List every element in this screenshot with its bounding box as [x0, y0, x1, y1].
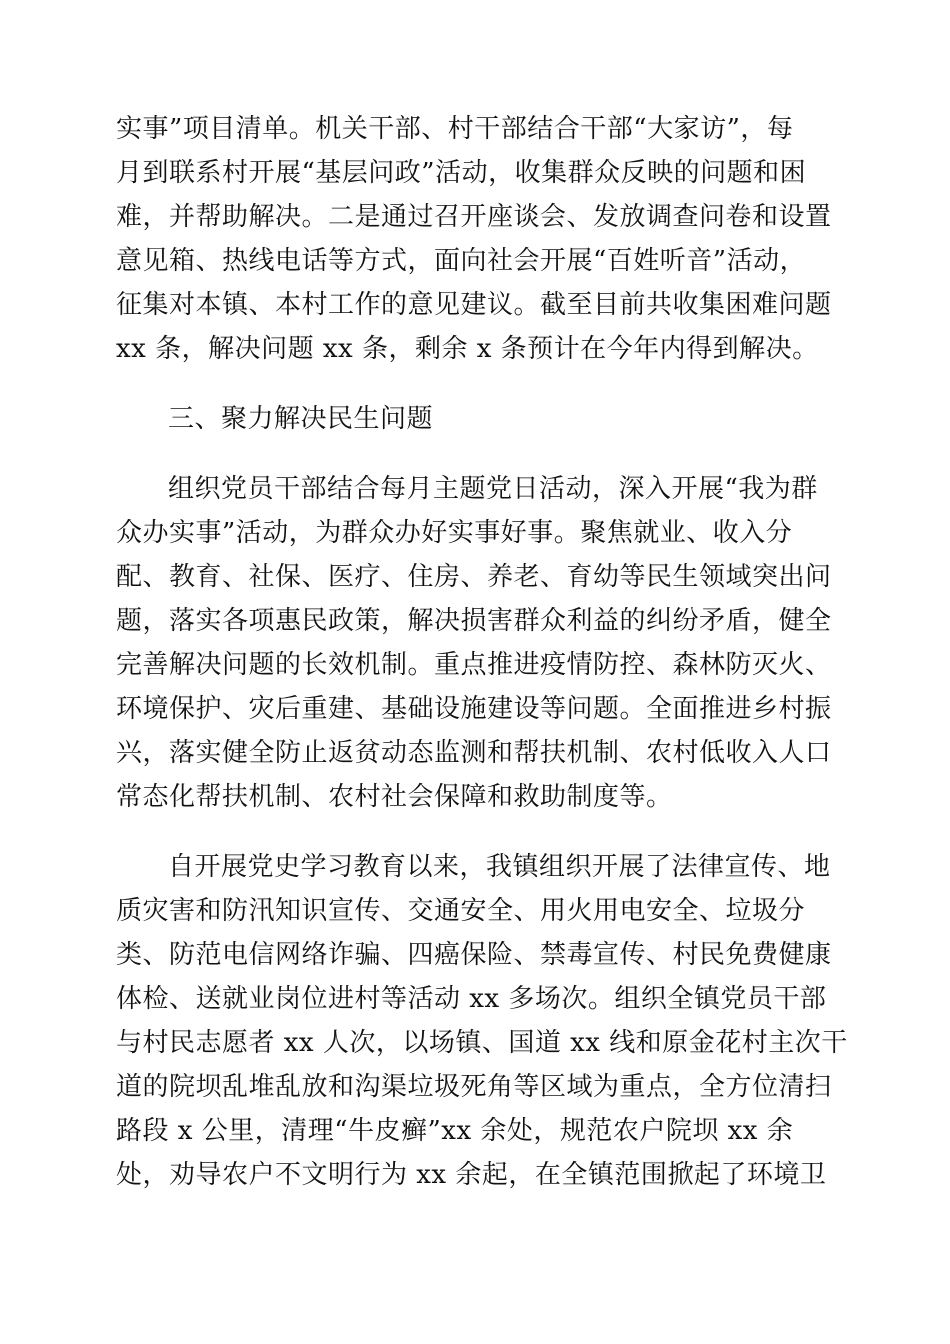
text-line: 与村民志愿者 xx 人次，以场镇、国道 xx 线和原金花村主次干 — [116, 1028, 848, 1058]
text-line: 兴，落实健全防止返贫动态监测和帮扶机制、农村低收入人口 — [116, 738, 832, 768]
text-line: 常态化帮扶机制、农村社会保障和救助制度等。 — [116, 782, 673, 812]
text-line: 配、教育、社保、医疗、住房、养老、育幼等民生领域突出问 — [116, 562, 832, 592]
section-heading: 三、聚力解决民生问题 — [168, 404, 434, 434]
text-line: 实事”项目清单。机关干部、村干部结合干部“大家访”，每 — [116, 114, 794, 144]
text-line: 难，并帮助解决。二是通过召开座谈会、发放调查问卷和设置 — [116, 202, 832, 232]
text-line: 道的院坝乱堆乱放和沟渠垃圾死角等区域为重点，全方位清扫 — [116, 1072, 832, 1102]
text-line: 质灾害和防汛知识宣传、交通安全、用火用电安全、垃圾分 — [116, 896, 806, 926]
text-line: 自开展党史学习教育以来，我镇组织开展了法律宣传、地 — [168, 852, 831, 882]
text-line: 路段 x 公里，清理“牛皮癣”xx 余处，规范农户院坝 xx 余 — [116, 1116, 794, 1146]
text-line: 月到联系村开展“基层问政”活动，收集群众反映的问题和困 — [116, 158, 807, 188]
text-line: 类、防范电信网络诈骗、四癌保险、禁毒宣传、村民免费健康 — [116, 940, 832, 970]
text-line: 体检、送就业岗位进村等活动 xx 多场次。组织全镇党员干部 — [116, 984, 827, 1014]
text-line: 征集对本镇、本村工作的意见建议。截至目前共收集困难问题 — [116, 290, 832, 320]
text-line: 环境保护、灾后重建、基础设施建设等问题。全面推进乡村振 — [116, 694, 832, 724]
text-line: 组织党员干部结合每月主题党日活动，深入开展“我为群 — [168, 474, 818, 504]
text-line: 完善解决问题的长效机制。重点推进疫情防控、森林防灭火、 — [116, 650, 832, 680]
text-line: 题，落实各项惠民政策，解决损害群众利益的纠纷矛盾，健全 — [116, 606, 832, 636]
text-line: 众办实事”活动，为群众办好实事好事。聚焦就业、收入分 — [116, 518, 793, 548]
text-line: 处，劝导农户不文明行为 xx 余起，在全镇范围掀起了环境卫 — [116, 1160, 827, 1190]
text-line: xx 条，解决问题 xx 条，剩余 x 条预计在今年内得到解决。 — [116, 334, 819, 364]
text-line: 意见箱、热线电话等方式，面向社会开展“百姓听音”活动， — [116, 246, 807, 276]
